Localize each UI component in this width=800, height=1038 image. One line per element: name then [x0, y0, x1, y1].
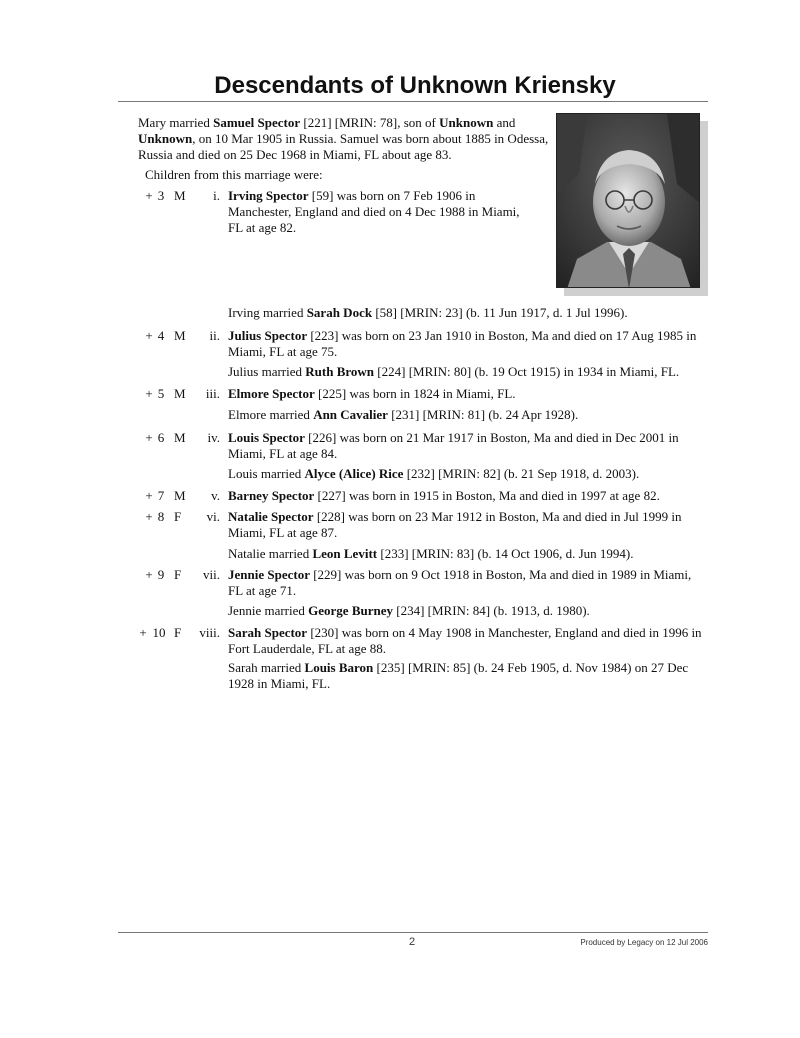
child-sex: F — [174, 567, 182, 582]
child-details — [228, 328, 708, 360]
child-text: [230] was born on 4 May 1908 in Manchester, England and died in 1996 in Fort Lauderdale, FL at age 88. — [228, 625, 702, 656]
child-name: Irving Spector — [228, 188, 309, 203]
child-number: 9 — [157, 567, 165, 582]
has-descendants-marker: + — [145, 488, 153, 503]
children-header: Children from this marriage were: — [145, 167, 323, 182]
child-ordinal: iv. — [207, 430, 220, 445]
intro-text: and — [493, 115, 516, 130]
child-number: 4 — [157, 328, 165, 343]
child-ordinal: vi. — [206, 509, 220, 524]
spouse-name: Louis Baron — [304, 660, 374, 675]
child-text: [225] was born in 1824 in Miami, FL. — [314, 386, 516, 401]
footer-divider — [118, 932, 708, 933]
child-name: Jennie Spector — [228, 567, 310, 582]
has-descendants-marker: + — [145, 430, 153, 445]
child-details — [228, 386, 708, 402]
child-ordinal: v. — [211, 488, 220, 503]
has-descendants-marker: + — [145, 328, 153, 343]
child-text: [227] was born in 1915 in Boston, Ma and died in 1997 at age 82. — [314, 488, 660, 503]
has-descendants-marker: + — [145, 188, 153, 203]
page-number: 2 — [409, 936, 416, 948]
child-text: [226] was born on 21 Mar 1917 in Boston, Ma and died in Dec 2001 in Miami, FL at age 84. — [228, 430, 679, 461]
spouse-text: [224] [MRIN: 80] (b. 19 Oct 1915) in 1934 in Miami, FL. — [374, 364, 680, 379]
spouse-line — [228, 305, 708, 321]
child-ordinal: vii. — [203, 567, 220, 582]
child-details — [228, 488, 708, 504]
spouse-name: Alyce (Alice) Rice — [304, 466, 404, 481]
child-number: 7 — [157, 488, 165, 503]
spouse-name: Ann Cavalier — [313, 407, 388, 422]
spouse-line — [228, 466, 708, 482]
spouse-name: Samuel Spector — [213, 115, 301, 130]
spouse-line — [228, 603, 708, 619]
spouse-text: [232] [MRIN: 82] (b. 21 Sep 1918, d. 2003). — [403, 466, 640, 481]
child-sex: M — [174, 488, 186, 503]
has-descendants-marker: + — [145, 509, 153, 524]
marriage-paragraph — [138, 115, 550, 163]
has-descendants-marker: + — [145, 567, 153, 582]
spouse-name: George Burney — [308, 603, 393, 618]
child-name: Natalie Spector — [228, 509, 314, 524]
child-number: 10 — [152, 625, 166, 640]
spouse-text: Elmore married — [228, 407, 314, 422]
spouse-text: [233] [MRIN: 83] (b. 14 Oct 1906, d. Jun 1994). — [377, 546, 634, 561]
intro-text: [221] [MRIN: 78], son of — [300, 115, 440, 130]
child-ordinal: viii. — [199, 625, 220, 640]
child-details — [228, 567, 708, 599]
spouse-name: Leon Levitt — [312, 546, 378, 561]
spouse-name: Sarah Dock — [306, 305, 373, 320]
child-name: Louis Spector — [228, 430, 305, 445]
page-title: Descendants of Unknown Kriensky — [214, 72, 616, 99]
has-descendants-marker: + — [139, 625, 147, 640]
child-name: Julius Spector — [228, 328, 308, 343]
spouse-text: [58] [MRIN: 23] (b. 11 Jun 1917, d. 1 Jul 1996). — [372, 305, 628, 320]
child-name: Barney Spector — [228, 488, 315, 503]
child-number: 3 — [157, 188, 165, 203]
child-text: [228] was born on 23 Mar 1912 in Boston, Ma and died in Jul 1999 in Miami, FL at age 87. — [228, 509, 682, 540]
child-text: [229] was born on 9 Oct 1918 in Boston, Ma and died in 1989 in Miami, FL at age 71. — [228, 567, 692, 598]
child-sex: M — [174, 430, 186, 445]
child-sex: F — [174, 509, 182, 524]
child-details — [228, 188, 528, 236]
child-sex: M — [174, 188, 186, 203]
spouse-text: [234] [MRIN: 84] (b. 1913, d. 1980). — [392, 603, 590, 618]
spouse-text: Julius married — [228, 364, 306, 379]
spouse-line — [228, 407, 708, 423]
child-details — [228, 509, 708, 541]
spouse-text: Jennie married — [228, 603, 309, 618]
header-divider — [118, 101, 708, 102]
has-descendants-marker: + — [145, 386, 153, 401]
spouse-line — [228, 546, 708, 562]
spouse-text: [231] [MRIN: 81] (b. 24 Apr 1928). — [387, 407, 579, 422]
portrait-image — [556, 113, 700, 288]
spouse-text: Irving married — [228, 305, 307, 320]
child-number: 6 — [157, 430, 165, 445]
child-sex: F — [174, 625, 182, 640]
mother-name: Unknown — [138, 131, 193, 146]
child-ordinal: ii. — [209, 328, 220, 343]
child-name: Elmore Spector — [228, 386, 315, 401]
child-details — [228, 625, 708, 657]
child-sex: M — [174, 328, 186, 343]
child-number: 8 — [157, 509, 165, 524]
father-name: Unknown — [439, 115, 494, 130]
spouse-text: Natalie married — [228, 546, 313, 561]
spouse-line — [228, 660, 708, 692]
spouse-text: [235] [MRIN: 85] (b. 24 Feb 1905, d. Nov 1984) on 27 Dec 1928 in Miami, FL. — [228, 660, 689, 691]
produced-by-note: Produced by Legacy on 12 Jul 2006 — [580, 938, 708, 947]
child-text: [59] was born on 7 Feb 1906 in Manchester, England and died on 4 Dec 1988 in Miami, FL at age 82. — [228, 188, 520, 235]
spouse-text: Louis married — [228, 466, 305, 481]
child-ordinal: iii. — [205, 386, 220, 401]
intro-text: Mary married — [138, 115, 214, 130]
child-name: Sarah Spector — [228, 625, 308, 640]
spouse-name: Ruth Brown — [305, 364, 375, 379]
portrait-photo — [556, 113, 700, 288]
child-text: [223] was born on 23 Jan 1910 in Boston, Ma and died on 17 Aug 1985 in Miami, FL at age 75. — [228, 328, 697, 359]
spouse-line — [228, 364, 708, 380]
child-ordinal: i. — [213, 188, 220, 203]
intro-text: , on 10 Mar 1905 in Russia. Samuel was born about 1885 in Odessa, Russia and died on 25 Dec 1968 in Miami, FL about age 83. — [138, 131, 549, 162]
spouse-text: Sarah married — [228, 660, 305, 675]
child-number: 5 — [157, 386, 165, 401]
child-details — [228, 430, 708, 462]
child-sex: M — [174, 386, 186, 401]
